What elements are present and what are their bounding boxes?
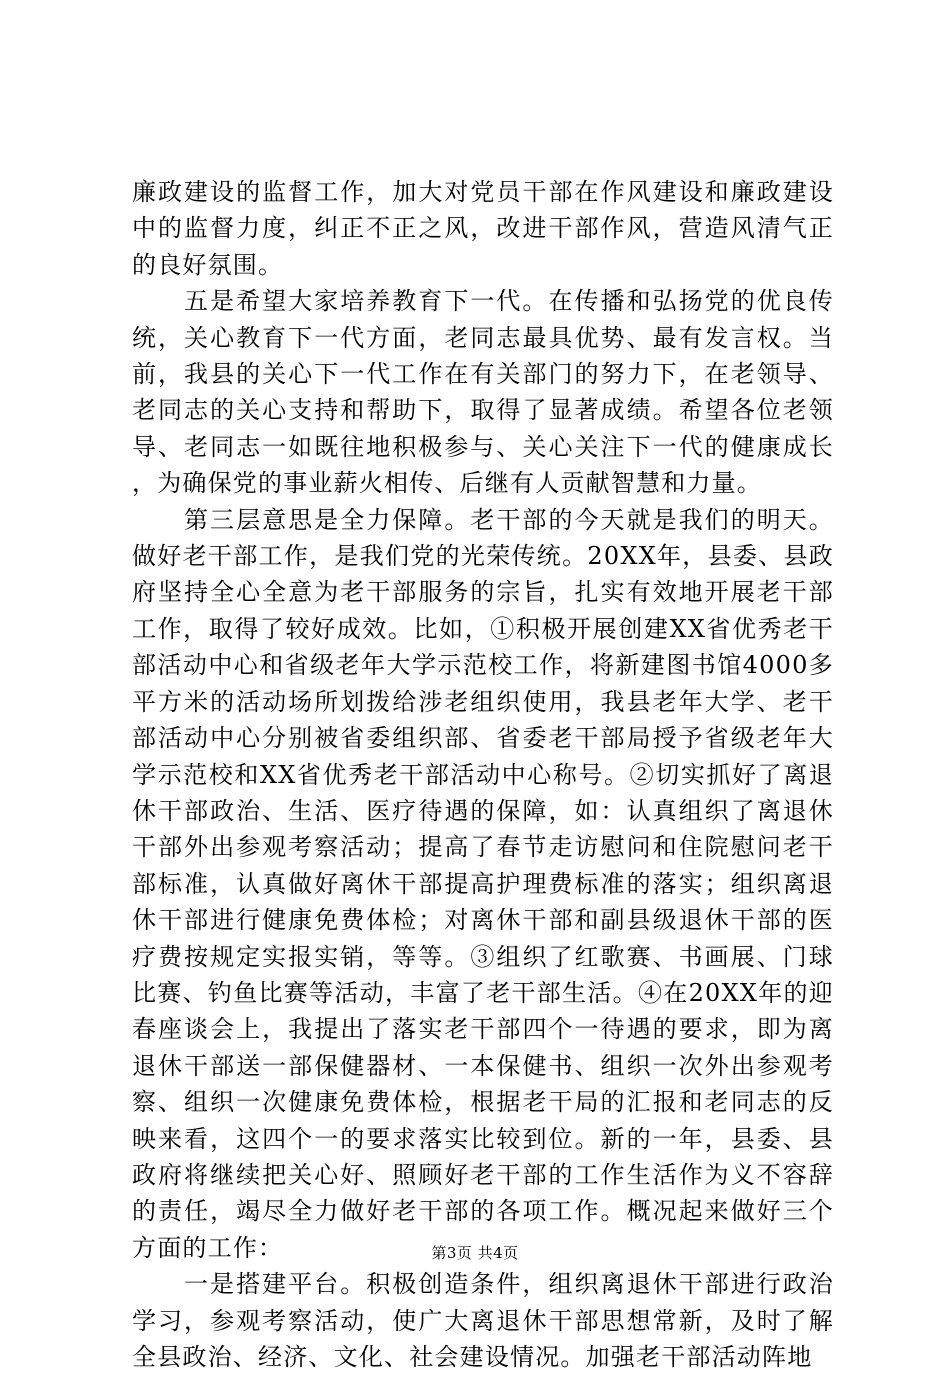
paragraph-continuation: 廉政建设的监督工作，加大对党员干部在作风建设和廉政建设中的监督力度，纠正不正之风，改进干部作风，营造风清气正的良好氛围。	[132, 178, 834, 279]
page-footer: 第3页 共4页	[431, 1244, 519, 1262]
paragraph-full-guarantee: 第三层意思是全力保障。老干部的今天就是我们的明天。做好老干部工作，是我们党的光荣传统。20XX年，县委、县政府坚持全心全意为老干部服务的宗旨，扎实有效地开展老干部工作，取得了较好成效。比如，①积极开展创建XX省优秀老干部活动中心和省级老年大学示范校工作，将新建图书馆4000多平方米的活动场所划拨给涉老组织使用，我县老年大学、老干部活动中心分别被省委组织部、省委老干部局授予省级老年大学示范校和XX省优秀老干部活动中心称号。②切实抓好了离退休干部政治、生活、医疗待遇的保障，如：认真组织了离退休干部外出参观考察活动；提高了春节走访慰问和住院慰问老干部标准，认真做好离休干部提高护理费标准的落实；组织离退休干部进行健康免费体检；对离休干部和副县级退休干部的医疗费按规定实报实销，等等。③组织了红歌赛、书画展、门球比赛、钓鱼比赛等活动，丰富了老干部生活。④在20XX年的迎春座谈会上，我提出了落实老干部四个一待遇的要求，即为离退休干部送一部保健器材、一本保健书、组织一次外出参观考察、组织一次健康免费体检，根据老干局的汇报和老同志的反映来看，这四个一的要求落实比较到位。新的一年，县委、县政府将继续把关心好、照顾好老干部的工作生活作为义不容辞的责任，竭尽全力做好老干部的各项工作。概况起来做好三个方面的工作：	[132, 505, 834, 1262]
paragraph-build-platform: 一是搭建平台。积极创造条件，组织离退休干部进行政治学习，参观考察活动，使广大离退休干部思想常新，及时了解全县政治、经济、文化、社会建设情况。加强老干部活动阵地	[132, 1270, 834, 1371]
document-body	[132, 174, 834, 1375]
paragraph-next-generation: 五是希望大家培养教育下一代。在传播和弘扬党的优良传统，关心教育下一代方面，老同志最具优势、最有发言权。当前，我县的关心下一代工作在有关部门的努力下，在老领导、老同志的关心支持和帮助下，取得了显著成绩。希望各位老领导、老同志一如既往地积极参与、关心关注下一代的健康成长，为确保党的事业薪火相传、后继有人贡献智慧和力量。	[132, 287, 834, 498]
